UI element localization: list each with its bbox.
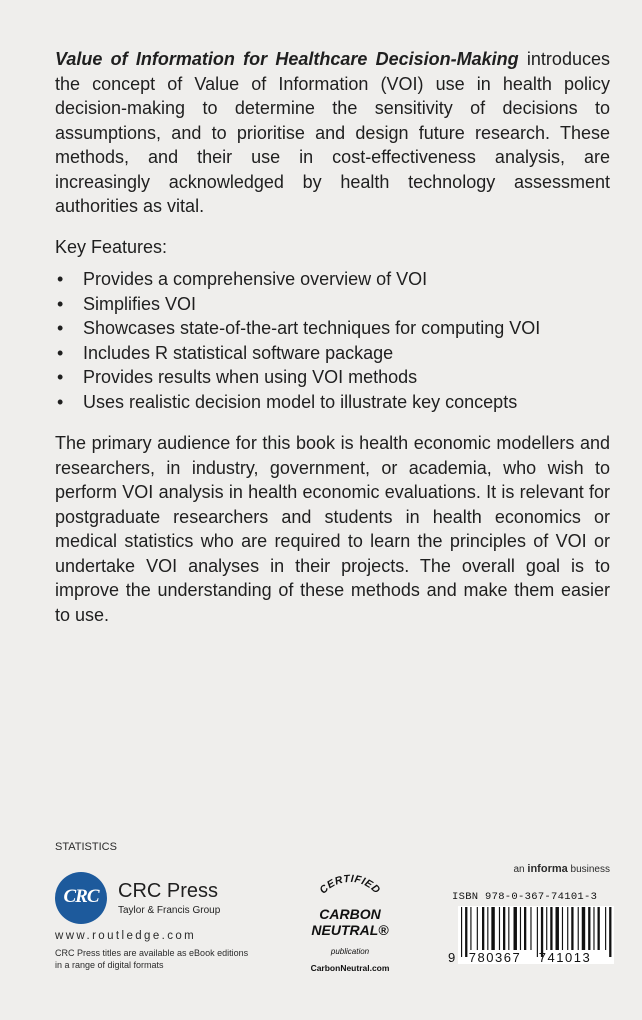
isbn-label: ISBN 978-0-367-74101-3 — [452, 891, 598, 903]
publisher-name: CRC Press — [118, 880, 219, 902]
list-item — [55, 292, 610, 317]
feature-text: Simplifies VOI — [83, 293, 197, 314]
barcode-bar — [470, 907, 471, 950]
publisher-group: Taylor & Francis Group — [118, 905, 221, 916]
barcode-bar — [461, 907, 462, 957]
barcode-bar — [605, 907, 606, 950]
barcode-bar — [520, 907, 521, 950]
intro-text: introduces the concept of Value of Information (VOI) use in health policy decision-making to determine the sensitivity of decisions to assumptions, and to prioritise and design future research. These methods, and their use in cost-effectiveness analysis, are increasingly acknowledged by health technology assessment authorities as vital. — [55, 49, 610, 216]
list-item — [55, 390, 610, 415]
feature-text: Provides results when using VOI methods — [83, 367, 418, 387]
bullet-icon: • — [57, 318, 64, 338]
barcode-bar — [550, 907, 552, 950]
barcode-bar — [567, 907, 568, 950]
seal-certified-path: CERTIFIED — [317, 872, 383, 897]
barcode-bar — [537, 907, 538, 957]
list-item — [55, 267, 610, 292]
ebook-note-line: CRC Press titles are available as eBook editions — [55, 948, 249, 958]
feature-text: Includes R statistical software package — [83, 342, 394, 363]
barcode-digits-left: 780367 — [468, 950, 522, 964]
barcode-bar — [609, 907, 611, 957]
seal-carbon-text: CARBON — [319, 906, 381, 922]
informa-tagline — [514, 863, 611, 875]
seal-neutral-text: NEUTRAL® — [311, 922, 389, 938]
bullet-icon: • — [57, 367, 64, 387]
list-item — [55, 316, 610, 341]
informa-prefix: an — [513, 864, 528, 875]
barcode-bar — [593, 907, 594, 950]
feature-list — [55, 267, 610, 414]
barcode-bar — [556, 907, 559, 950]
barcode-bar — [482, 907, 484, 950]
barcode-bar — [465, 907, 467, 957]
bullet-icon: • — [57, 342, 64, 363]
feature-text: Uses realistic decision model to illustrate key concepts — [83, 391, 518, 412]
audience-paragraph: The primary audience for this book is health economic modellers and researchers, in industry, government, or academia, who wish to perform VOI analysis in health economic evaluations. It is relevant for postgraduate researchers and students in health economics or medical statistics who are required to learn the principles of VOI or undertake VOI analyses in their projects. The overall goal is to improve the understanding of these methods and make them easier to use. — [55, 433, 610, 625]
barcode-bar — [514, 907, 517, 950]
barcode-bar — [491, 907, 494, 950]
crc-logo-text: CRC — [63, 886, 99, 907]
seal-publication-text: publication — [330, 947, 370, 956]
ebook-note — [55, 947, 248, 971]
bullet-icon: • — [57, 293, 64, 314]
website-link: www.routledge.com — [55, 930, 197, 942]
barcode-bar — [530, 907, 531, 950]
barcode-bar — [578, 907, 579, 950]
list-item — [55, 341, 610, 366]
ebook-note-line: in a range of digital formats — [55, 960, 164, 970]
seal-certified-text — [317, 873, 382, 897]
feature-text: Showcases state-of-the-art techniques for computing VOI — [83, 318, 541, 338]
isbn-barcode — [448, 906, 614, 964]
bullet-icon: • — [57, 391, 64, 412]
bullet-icon: • — [57, 269, 64, 289]
key-features-heading: Key Features: — [55, 236, 168, 257]
feature-text: Provides a comprehensive overview of VOI — [83, 269, 428, 289]
informa-brand: informa — [527, 863, 568, 875]
list-item — [55, 365, 610, 390]
intro-paragraph — [55, 47, 610, 219]
carbon-neutral-seal-icon — [305, 872, 395, 977]
category-label: STATISTICS — [55, 841, 117, 853]
seal-site-text: CarbonNeutral.com — [310, 963, 390, 973]
book-title: Value of Information for Healthcare Decision-Making — [55, 49, 519, 69]
barcode-digits-right: 741013 — [538, 950, 592, 964]
barcode-bar — [562, 907, 563, 950]
barcode-bar — [524, 907, 526, 950]
barcode-bar — [503, 907, 505, 950]
informa-suffix: business — [567, 864, 610, 875]
barcode-bar — [582, 907, 585, 950]
barcode-bar — [477, 907, 478, 950]
barcode-bar — [598, 907, 600, 950]
barcode-bar — [508, 907, 509, 950]
crc-logo-icon — [55, 872, 107, 924]
barcode-bar — [499, 907, 500, 950]
back-cover-blurb — [55, 47, 610, 627]
barcode-bar — [546, 907, 547, 950]
barcode-bar — [588, 907, 590, 950]
barcode-bar — [487, 907, 488, 950]
barcode-digit-first: 9 — [448, 950, 456, 964]
barcode-bar — [571, 907, 573, 950]
